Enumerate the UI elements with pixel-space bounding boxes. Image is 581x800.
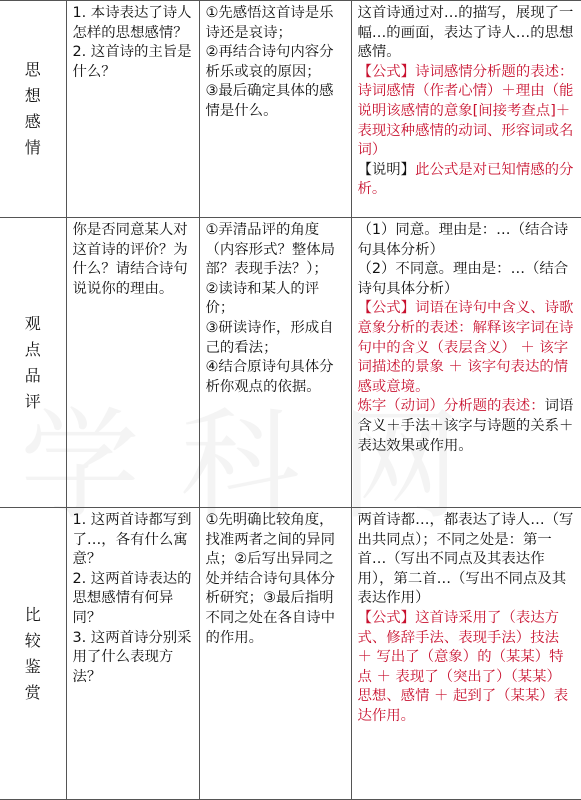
method-text: ④结合原诗句具体分析你观点的依据。 — [205, 359, 334, 395]
answer-cell — [351, 508, 581, 800]
formula-tag: 【公式】 — [357, 63, 416, 80]
question-text: 3. 这两首诗分别采用了什么表现方法？ — [72, 629, 192, 685]
question-text: 2. 这两首诗表达的思想感情有何异同？ — [72, 570, 192, 626]
method-text: ①先明确比较角度，找准两者之间的异同点；②后写出异同之处并结合诗句具体分析研究；③最后指明不同之处在各自诗中的作用。 — [205, 512, 336, 646]
method-text: ①先感悟这首诗是乐诗还是哀诗； — [205, 5, 334, 41]
method-text: ①弄清品评的角度（内容形式？整体局部？表现手法？）； — [205, 222, 336, 278]
question-cell — [66, 218, 199, 508]
method-cell — [199, 218, 351, 508]
formula2-label: 炼字（动词）分析题的表述： — [357, 398, 545, 415]
method-cell — [199, 1, 351, 218]
answer-cell — [351, 1, 581, 218]
question-cell — [66, 508, 199, 800]
note-text: 【说明】此公式是对已知情感的分析。 — [357, 161, 574, 198]
category-cell: 比 较 鉴 赏 — [0, 508, 66, 800]
category-cell: 观 点 品 评 — [0, 218, 66, 508]
answer-intro: 两首诗都…，都表达了诗人…（写出共同点）；不同之处是：第一首…（写出不同点及其表达作用），第二首…（写出不同点及其表达作用） — [357, 512, 574, 607]
question-text: 1. 这两首诗都写到了…，各有什么寓意？ — [72, 512, 192, 568]
question-text: 1. 本诗表达了诗人怎样的思想感情？ — [72, 5, 192, 41]
method-text: ②读诗和某人的评价； — [205, 280, 320, 317]
formula2-text: 炼字（动词）分析题的表述：词语含义＋手法＋该字与诗题的关系＋表达效果或作用。 — [357, 398, 574, 454]
answer-line: （2）不同意。理由是：…（结合诗句具体分析） — [357, 261, 569, 297]
answer-intro: 这首诗通过对…的描写，展现了一幅…的画面，表达了诗人…的思想感情。 — [357, 5, 574, 61]
method-text: ③研读诗作，形成自己的看法； — [205, 319, 334, 356]
answer-cell — [351, 218, 581, 508]
category-cell: 思 想 感 情 — [0, 1, 66, 218]
answer-line: （1）同意。理由是：…（结合诗句具体分析） — [357, 222, 569, 258]
note-tag: 【说明】 — [357, 161, 416, 178]
question-text: 2. 这首诗的主旨是什么？ — [72, 44, 192, 80]
question-cell — [66, 1, 199, 218]
table-row — [0, 1, 581, 218]
question-text: 你是否同意某人对这首诗的评价？为什么？请结合诗句说说你的理由。 — [72, 222, 188, 297]
formula-text: 【公式】词语在诗句中含义、诗歌意象分析的表述：解释该字词在诗句中的含义（表层含义） ＋ 该字词描述的景象 ＋ 该字句表达的情感或意境。 — [357, 300, 574, 395]
formula-text: 【公式】诗词感情分析题的表述：诗词感情（作者心情）＋理由（能说明该感情的意象[间接考查点]＋表现这种感情的动词、形容词或名词） — [357, 63, 574, 159]
table-row — [0, 508, 581, 800]
table-row — [0, 218, 581, 508]
formula-tag: 【公式】 — [357, 300, 416, 317]
formula-tag: 【公式】 — [357, 609, 416, 626]
method-cell — [199, 508, 351, 800]
method-text: ②再结合诗句内容分析乐或哀的原因； — [205, 44, 334, 80]
formula-text: 【公式】这首诗采用了（表达方式、修辞手法、表现手法）技法 ＋ 写出了（意象）的（某某）特点 ＋ 表现了（突出了）（某某）思想、感情 ＋ 起到了（某某）表达作用。 — [357, 609, 569, 724]
method-text: ③最后确定具体的感情是什么。 — [205, 83, 334, 119]
